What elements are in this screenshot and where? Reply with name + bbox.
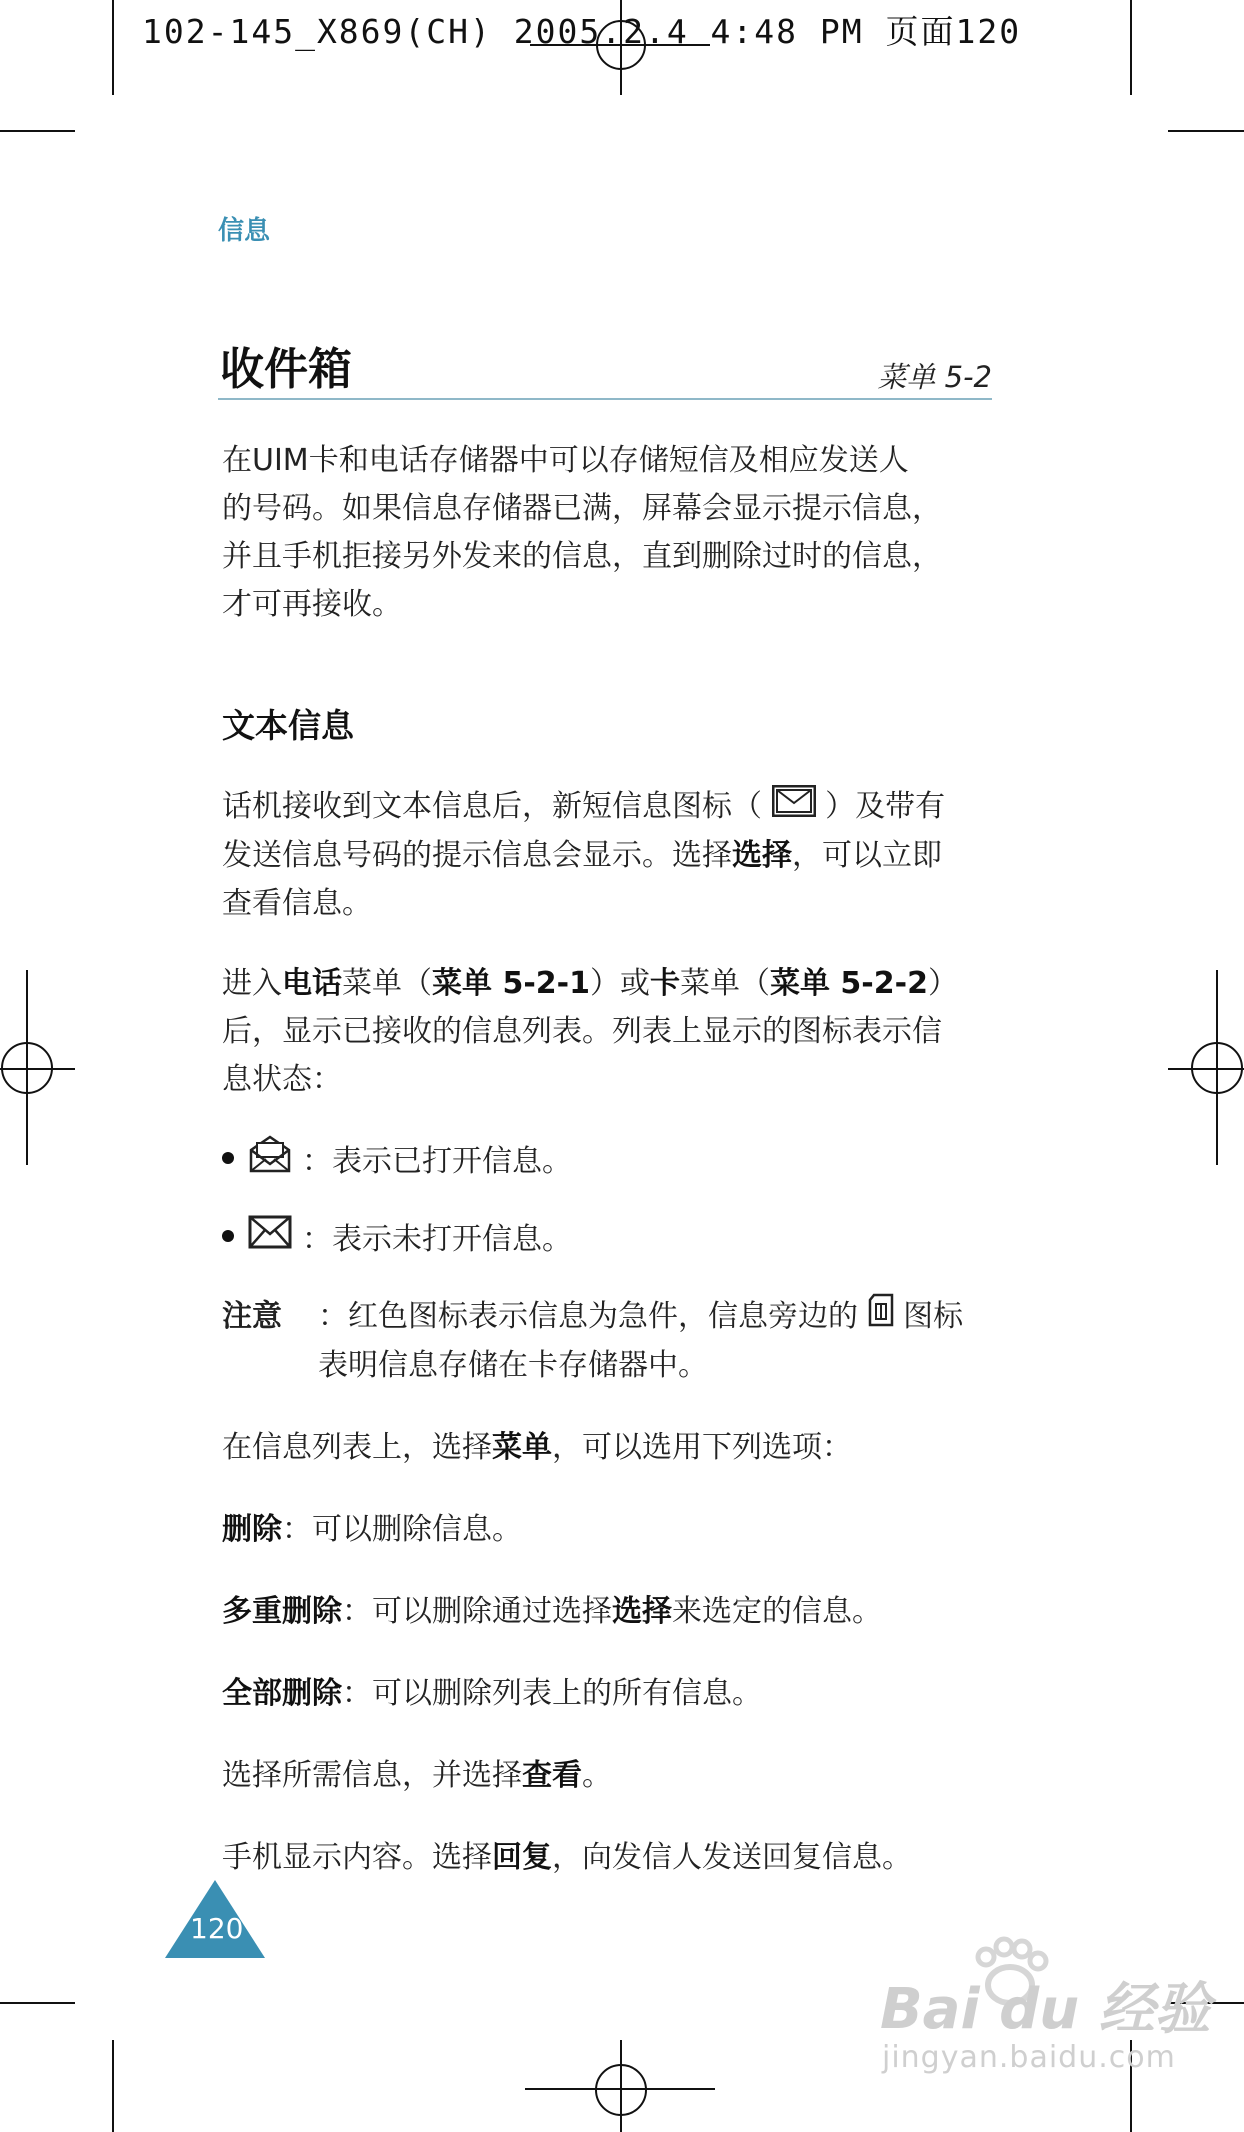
new-message-icon (772, 784, 816, 832)
intro-line: 并且手机拒接另外发来的信息，直到删除过时的信息， (222, 539, 942, 574)
option-delete: 删除：可以删除信息。 (222, 1512, 522, 1547)
intro-line: 的号码。如果信息存储器已满，屏幕会显示提示信息， (222, 491, 942, 526)
bullet (222, 1152, 234, 1164)
menu-reference: 菜单 5-2 (877, 360, 992, 394)
watermark-url: jingyan.baidu.com (882, 2040, 1176, 2075)
paragraph-new-message: 话机接收到文本信息后，新短信息图标（ ）及带有 发送信息号码的提示信息会显示。选择选择，可以立即 查看信息。 (222, 783, 1002, 928)
title-rule (218, 398, 992, 400)
card-storage-icon (868, 1293, 894, 1342)
section-label: 信息 (218, 216, 271, 246)
print-slug: 102-145_X869(CH) 2005.2.4 4:48 PM 页面120 (142, 12, 1022, 51)
intro-line: 才可再接收。 (222, 587, 402, 622)
registration-mark-left (0, 1038, 60, 1098)
watermark: Bai du 经验 (880, 1945, 1211, 2025)
option-multi-delete: 多重删除：可以删除通过选择选择来选定的信息。 (222, 1594, 882, 1629)
list-item: ：表示已打开信息。 (222, 1134, 572, 1182)
intro-line: 在UIM卡和电话存储器中可以存储短信及相应发送人 (222, 443, 909, 478)
opened-envelope-icon (248, 1134, 292, 1182)
page-number: 120 (190, 1912, 244, 1945)
paragraph-reply: 手机显示内容。选择回复，向发信人发送回复信息。 (222, 1840, 912, 1875)
paragraph-list-menu: 在信息列表上，选择菜单，可以选用下列选项： (222, 1430, 852, 1465)
closed-envelope-icon (248, 1215, 292, 1257)
bullet (222, 1230, 234, 1242)
subheading: 文本信息 (222, 706, 354, 745)
registration-mark-right (1190, 1038, 1244, 1098)
paragraph-enter-menu: 进入电话菜单（菜单 5-2-1）或卡菜单（菜单 5-2-2） 后，显示已接收的信息列表。列表上显示的图标表示信 息状态： (222, 966, 958, 1097)
list-item: ：表示未打开信息。 (222, 1212, 572, 1260)
intro-paragraph (222, 437, 1002, 629)
registration-mark-bottom (592, 2062, 652, 2122)
paragraph-view: 选择所需信息，并选择查看。 (222, 1758, 612, 1793)
note-block: 注意 ：红色图标表示信息为急件，信息旁边的 图标 表明信息存储在卡存储器中。 (222, 1293, 1002, 1390)
page-title: 收件箱 (220, 344, 352, 395)
option-delete-all: 全部删除：可以删除列表上的所有信息。 (222, 1676, 762, 1711)
